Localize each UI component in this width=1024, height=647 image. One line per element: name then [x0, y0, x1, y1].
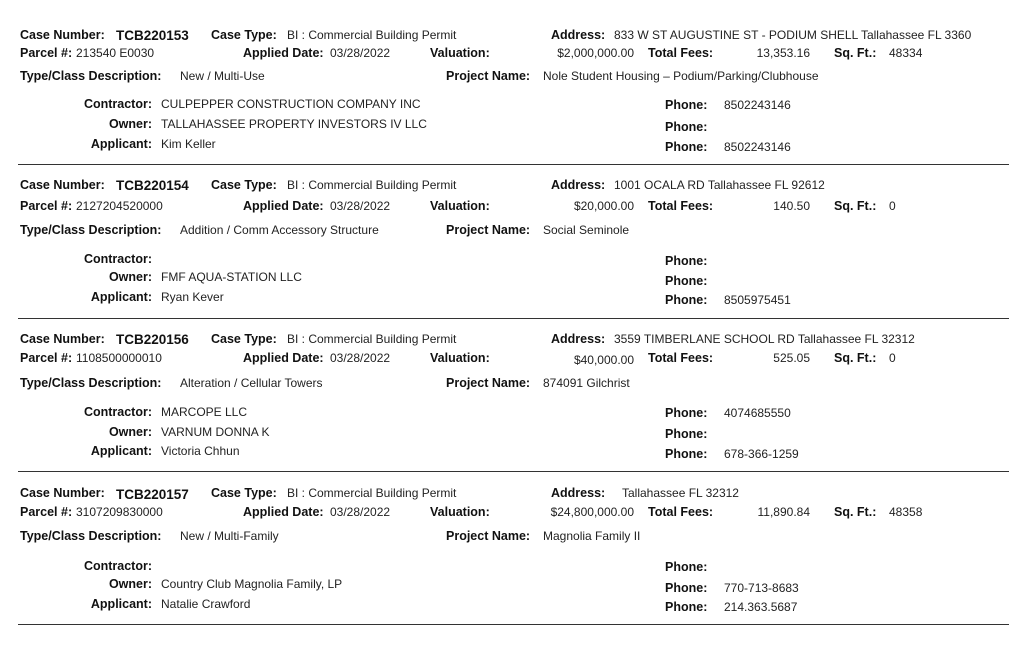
owner-phone-label: Phone: — [665, 427, 708, 441]
case-type-value: BI : Commercial Building Permit — [287, 178, 457, 192]
valuation-value: $20,000.00 — [573, 199, 634, 213]
case-type-value: BI : Commercial Building Permit — [287, 332, 457, 346]
applied-date-value: 03/28/2022 — [330, 351, 391, 365]
type-class-label: Type/Class Description: — [20, 223, 162, 237]
applicant-value: Natalie Crawford — [161, 597, 251, 611]
type-class-label: Type/Class Description: — [20, 529, 162, 543]
applicant-phone-value: 8505975451 — [724, 293, 791, 307]
address-label: Address: — [551, 332, 606, 346]
case-type-label: Case Type: — [211, 486, 277, 500]
permit-record — [0, 154, 1024, 307]
contractor-phone-label: Phone: — [665, 98, 708, 112]
valuation-value: $40,000.00 — [573, 353, 634, 367]
record-divider — [18, 624, 1009, 625]
project-name-value: Social Seminole — [543, 223, 630, 237]
type-class-value: Addition / Comm Accessory Structure — [180, 223, 379, 237]
valuation-value: $24,800,000.00 — [550, 505, 634, 519]
address-value: 833 W ST AUGUSTINE ST - PODIUM SHELL Tallahassee FL 3360 — [614, 28, 972, 42]
case-type-label: Case Type: — [211, 28, 277, 42]
total-fees-value: 11,890.84 — [757, 505, 810, 519]
contractor-label: Contractor: — [83, 559, 152, 573]
valuation-label: Valuation: — [430, 199, 490, 213]
contractor-label: Contractor: — [83, 252, 152, 266]
total-fees-label: Total Fees: — [648, 199, 714, 213]
case-number-label: Case Number: — [20, 28, 105, 42]
sq-ft-label: Sq. Ft.: — [834, 351, 877, 365]
case-number-label: Case Number: — [20, 332, 105, 346]
applied-date-value: 03/28/2022 — [330, 199, 391, 213]
owner-label: Owner: — [108, 270, 152, 284]
contractor-value: CULPEPPER CONSTRUCTION COMPANY INC — [161, 97, 421, 111]
owner-phone-label: Phone: — [665, 581, 708, 595]
contractor-label: Contractor: — [83, 97, 152, 111]
permit-record — [0, 308, 1024, 461]
valuation-value: $2,000,000.00 — [557, 46, 634, 60]
type-class-value: New / Multi-Use — [180, 69, 265, 83]
case-type-label: Case Type: — [211, 332, 277, 346]
owner-label: Owner: — [108, 425, 152, 439]
sq-ft-value: 48358 — [889, 505, 923, 519]
contractor-phone-label: Phone: — [665, 254, 708, 268]
address-label: Address: — [551, 178, 606, 192]
project-name-label: Project Name: — [446, 376, 531, 390]
owner-phone-value: 770-713-8683 — [724, 581, 799, 595]
sq-ft-label: Sq. Ft.: — [834, 199, 877, 213]
project-name-value: Magnolia Family II — [543, 529, 641, 543]
owner-value: FMF AQUA-STATION LLC — [161, 270, 302, 284]
case-number-value: TCB220156 — [116, 332, 189, 347]
address-label: Address: — [551, 28, 606, 42]
project-name-label: Project Name: — [446, 69, 531, 83]
owner-value: VARNUM DONNA K — [161, 425, 270, 439]
parcel-value: 3107209830000 — [76, 505, 163, 519]
applied-date-label: Applied Date: — [243, 351, 324, 365]
applicant-phone-label: Phone: — [665, 600, 708, 614]
contractor-phone-value: 4074685550 — [724, 406, 791, 420]
sq-ft-value: 48334 — [889, 46, 923, 60]
address-value: 1001 OCALA RD Tallahassee FL 92612 — [614, 178, 825, 192]
address-label: Address: — [551, 486, 606, 500]
parcel-label: Parcel #: — [20, 351, 73, 365]
case-number-value: TCB220157 — [116, 487, 189, 502]
applicant-label: Applicant: — [90, 137, 152, 151]
total-fees-label: Total Fees: — [648, 46, 714, 60]
parcel-label: Parcel #: — [20, 46, 73, 60]
address-value: 3559 TIMBERLANE SCHOOL RD Tallahassee FL 32312 — [614, 332, 915, 346]
case-number-value: TCB220153 — [116, 28, 189, 43]
sq-ft-label: Sq. Ft.: — [834, 46, 877, 60]
case-type-label: Case Type: — [211, 178, 277, 192]
project-name-value: Nole Student Housing – Podium/Parking/Clubhouse — [543, 69, 819, 83]
case-type-value: BI : Commercial Building Permit — [287, 28, 457, 42]
owner-phone-label: Phone: — [665, 274, 708, 288]
sq-ft-value: 0 — [889, 199, 896, 213]
case-number-value: TCB220154 — [116, 178, 189, 193]
owner-phone-label: Phone: — [665, 120, 708, 134]
case-number-label: Case Number: — [20, 178, 105, 192]
contractor-phone-label: Phone: — [665, 406, 708, 420]
applicant-label: Applicant: — [90, 290, 152, 304]
total-fees-value: 13,353.16 — [756, 46, 810, 60]
parcel-label: Parcel #: — [20, 199, 73, 213]
applicant-label: Applicant: — [90, 597, 152, 611]
parcel-value: 2127204520000 — [76, 199, 163, 213]
total-fees-label: Total Fees: — [648, 505, 714, 519]
contractor-phone-label: Phone: — [665, 560, 708, 574]
address-value: Tallahassee FL 32312 — [622, 486, 739, 500]
contractor-label: Contractor: — [83, 405, 152, 419]
applicant-phone-label: Phone: — [665, 293, 708, 307]
parcel-value: 1108500000010 — [76, 351, 162, 365]
applicant-phone-value: 8502243146 — [724, 140, 791, 154]
valuation-label: Valuation: — [430, 46, 490, 60]
type-class-label: Type/Class Description: — [20, 69, 162, 83]
project-name-label: Project Name: — [446, 223, 531, 237]
applicant-label: Applicant: — [90, 444, 152, 458]
total-fees-value: 525.05 — [773, 351, 810, 365]
owner-label: Owner: — [108, 577, 152, 591]
applicant-value: Victoria Chhun — [161, 444, 240, 458]
total-fees-label: Total Fees: — [648, 351, 714, 365]
contractor-value: MARCOPE LLC — [161, 405, 248, 419]
case-type-value: BI : Commercial Building Permit — [287, 486, 457, 500]
permit-record — [0, 462, 1024, 612]
applicant-phone-value: 678-366-1259 — [724, 447, 799, 461]
applicant-phone-value: 214.363.5687 — [724, 600, 798, 614]
permit-record — [0, 0, 1024, 154]
owner-label: Owner: — [108, 117, 152, 131]
owner-value: Country Club Magnolia Family, LP — [161, 577, 343, 591]
parcel-label: Parcel #: — [20, 505, 73, 519]
applied-date-value: 03/28/2022 — [330, 46, 391, 60]
case-number-label: Case Number: — [20, 486, 105, 500]
type-class-value: New / Multi-Family — [180, 529, 279, 543]
applied-date-label: Applied Date: — [243, 46, 324, 60]
sq-ft-label: Sq. Ft.: — [834, 505, 877, 519]
applicant-phone-label: Phone: — [665, 140, 708, 154]
contractor-phone-value: 8502243146 — [724, 98, 791, 112]
type-class-value: Alteration / Cellular Towers — [180, 376, 323, 390]
applicant-value: Ryan Kever — [161, 290, 224, 304]
applicant-value: Kim Keller — [161, 137, 216, 151]
applicant-phone-label: Phone: — [665, 447, 708, 461]
applied-date-label: Applied Date: — [243, 505, 324, 519]
applied-date-value: 03/28/2022 — [330, 505, 391, 519]
project-name-value: 874091 Gilchrist — [543, 376, 630, 390]
project-name-label: Project Name: — [446, 529, 531, 543]
sq-ft-value: 0 — [889, 351, 896, 365]
parcel-value: 213540 E0030 — [76, 46, 155, 60]
type-class-label: Type/Class Description: — [20, 376, 162, 390]
applied-date-label: Applied Date: — [243, 199, 324, 213]
total-fees-value: 140.50 — [773, 199, 810, 213]
owner-value: TALLAHASSEE PROPERTY INVESTORS IV LLC — [161, 117, 427, 131]
valuation-label: Valuation: — [430, 505, 490, 519]
valuation-label: Valuation: — [430, 351, 490, 365]
